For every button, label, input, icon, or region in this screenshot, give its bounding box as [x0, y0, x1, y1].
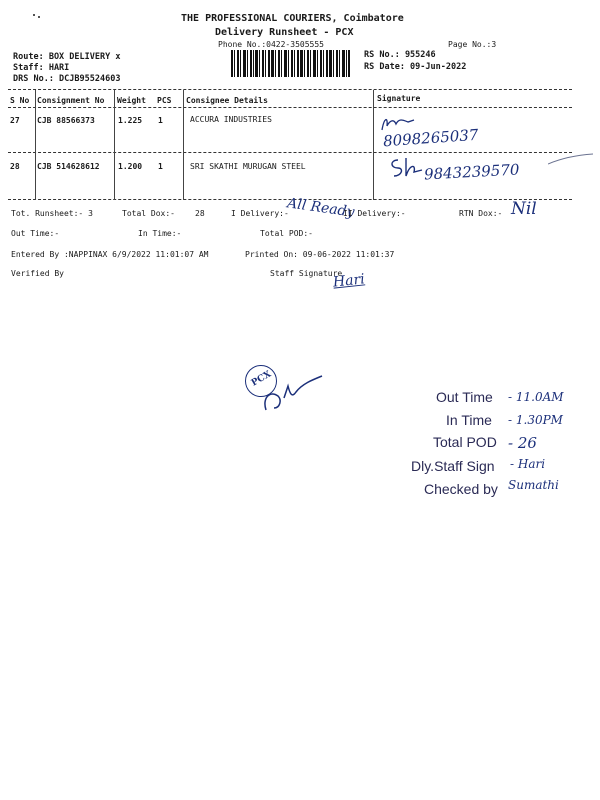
- first-delivery-label: I Delivery:-: [231, 209, 289, 218]
- col-header-weight: Weight: [117, 96, 146, 105]
- table-row-sno: 28: [10, 162, 20, 171]
- table-row-pcs: 1: [158, 162, 163, 171]
- table-row-consignment: CJB 514628612: [37, 162, 100, 171]
- barcode: [231, 50, 351, 77]
- signature-phone-handwritten: 9843239570: [423, 160, 520, 184]
- col-header-signature: Signature: [377, 94, 421, 103]
- table-row-consignee: ACCURA INDUSTRIES: [190, 115, 272, 124]
- note-in-time-value: - 1.30PM: [508, 413, 563, 427]
- table-row-weight: 1.225: [118, 116, 143, 125]
- table-top-rule: [8, 89, 572, 90]
- row-separator: [8, 152, 572, 153]
- return-dox-label: RTN Dox:-: [459, 209, 503, 218]
- return-dox-handwritten: Nil: [511, 199, 537, 219]
- column-divider: [183, 90, 184, 200]
- col-header-consignment: Consignment No: [37, 96, 105, 105]
- staff-name: Staff: HARI: [13, 63, 70, 73]
- table-header-rule: [8, 107, 572, 108]
- document-title: Delivery Runsheet - PCX: [215, 27, 354, 38]
- note-total-pod-value: - 26: [508, 434, 537, 452]
- total-dox-label: Total Dox:-: [122, 209, 175, 218]
- table-row-pcs: 1: [158, 116, 163, 125]
- note-out-time-value: - 11.0AM: [508, 390, 564, 404]
- pen-stroke: [548, 152, 594, 166]
- column-divider: [373, 90, 374, 200]
- page-number: Page No.:3: [448, 40, 497, 49]
- route: Route: BOX DELIVERY x: [13, 52, 121, 62]
- entered-by: Entered By :NAPPINAX 6/9/2022 11:01:07 AM: [11, 250, 209, 259]
- company-name: THE PROFESSIONAL COURIERS, Coimbatore: [181, 13, 404, 24]
- note-checked-by-value: Sumathi: [508, 478, 559, 492]
- staff-signature-handwritten: Hari: [332, 271, 366, 291]
- col-header-pcs: PCS: [157, 96, 172, 105]
- first-delivery-handwritten: All Ready: [286, 195, 356, 221]
- scan-speck: [38, 16, 40, 18]
- note-total-pod-label: Total POD: [433, 434, 497, 450]
- column-divider: [114, 90, 115, 200]
- in-time: In Time:-: [138, 229, 182, 238]
- table-row-consignee: SRI SKATHI MURUGAN STEEL: [190, 162, 306, 171]
- table-row-weight: 1.200: [118, 162, 143, 171]
- total-runsheet: Tot. Runsheet:- 3: [11, 209, 93, 218]
- column-divider: [35, 90, 36, 200]
- stamp-signature-scribble: [256, 368, 326, 416]
- note-checked-by-label: Checked by: [424, 481, 498, 497]
- scan-speck: [33, 14, 35, 16]
- rs-number: RS No.: 955246: [364, 50, 436, 60]
- printed-on: Printed On: 09-06-2022 11:01:37: [245, 250, 395, 259]
- table-row-sno: 27: [10, 116, 20, 125]
- phone-number: Phone No.:0422-3505555: [218, 40, 324, 49]
- second-delivery-label: II Delivery:-: [343, 209, 406, 218]
- note-out-time-label: Out Time: [436, 389, 493, 405]
- drs-number: DRS No.: DCJB95524603: [13, 74, 121, 84]
- note-staff-sign-label: Dly.Staff Sign: [411, 458, 495, 474]
- out-time: Out Time:-: [11, 229, 60, 238]
- staff-signature-label: Staff Signature: [270, 269, 343, 278]
- total-dox-value: 28: [195, 209, 205, 218]
- col-header-consignee: Consignee Details: [186, 96, 268, 105]
- note-staff-sign-value: - Hari: [510, 457, 546, 471]
- rs-date: RS Date: 09-Jun-2022: [364, 62, 467, 72]
- note-in-time-label: In Time: [446, 412, 492, 428]
- col-header-sno: S No: [10, 96, 30, 105]
- verified-by: Verified By: [11, 269, 64, 278]
- pcx-stamp-text: PCX: [249, 369, 274, 389]
- signature-phone-handwritten: 8098265037: [382, 125, 479, 151]
- total-pod: Total POD:-: [260, 229, 313, 238]
- table-row-consignment: CJB 88566373: [37, 116, 95, 125]
